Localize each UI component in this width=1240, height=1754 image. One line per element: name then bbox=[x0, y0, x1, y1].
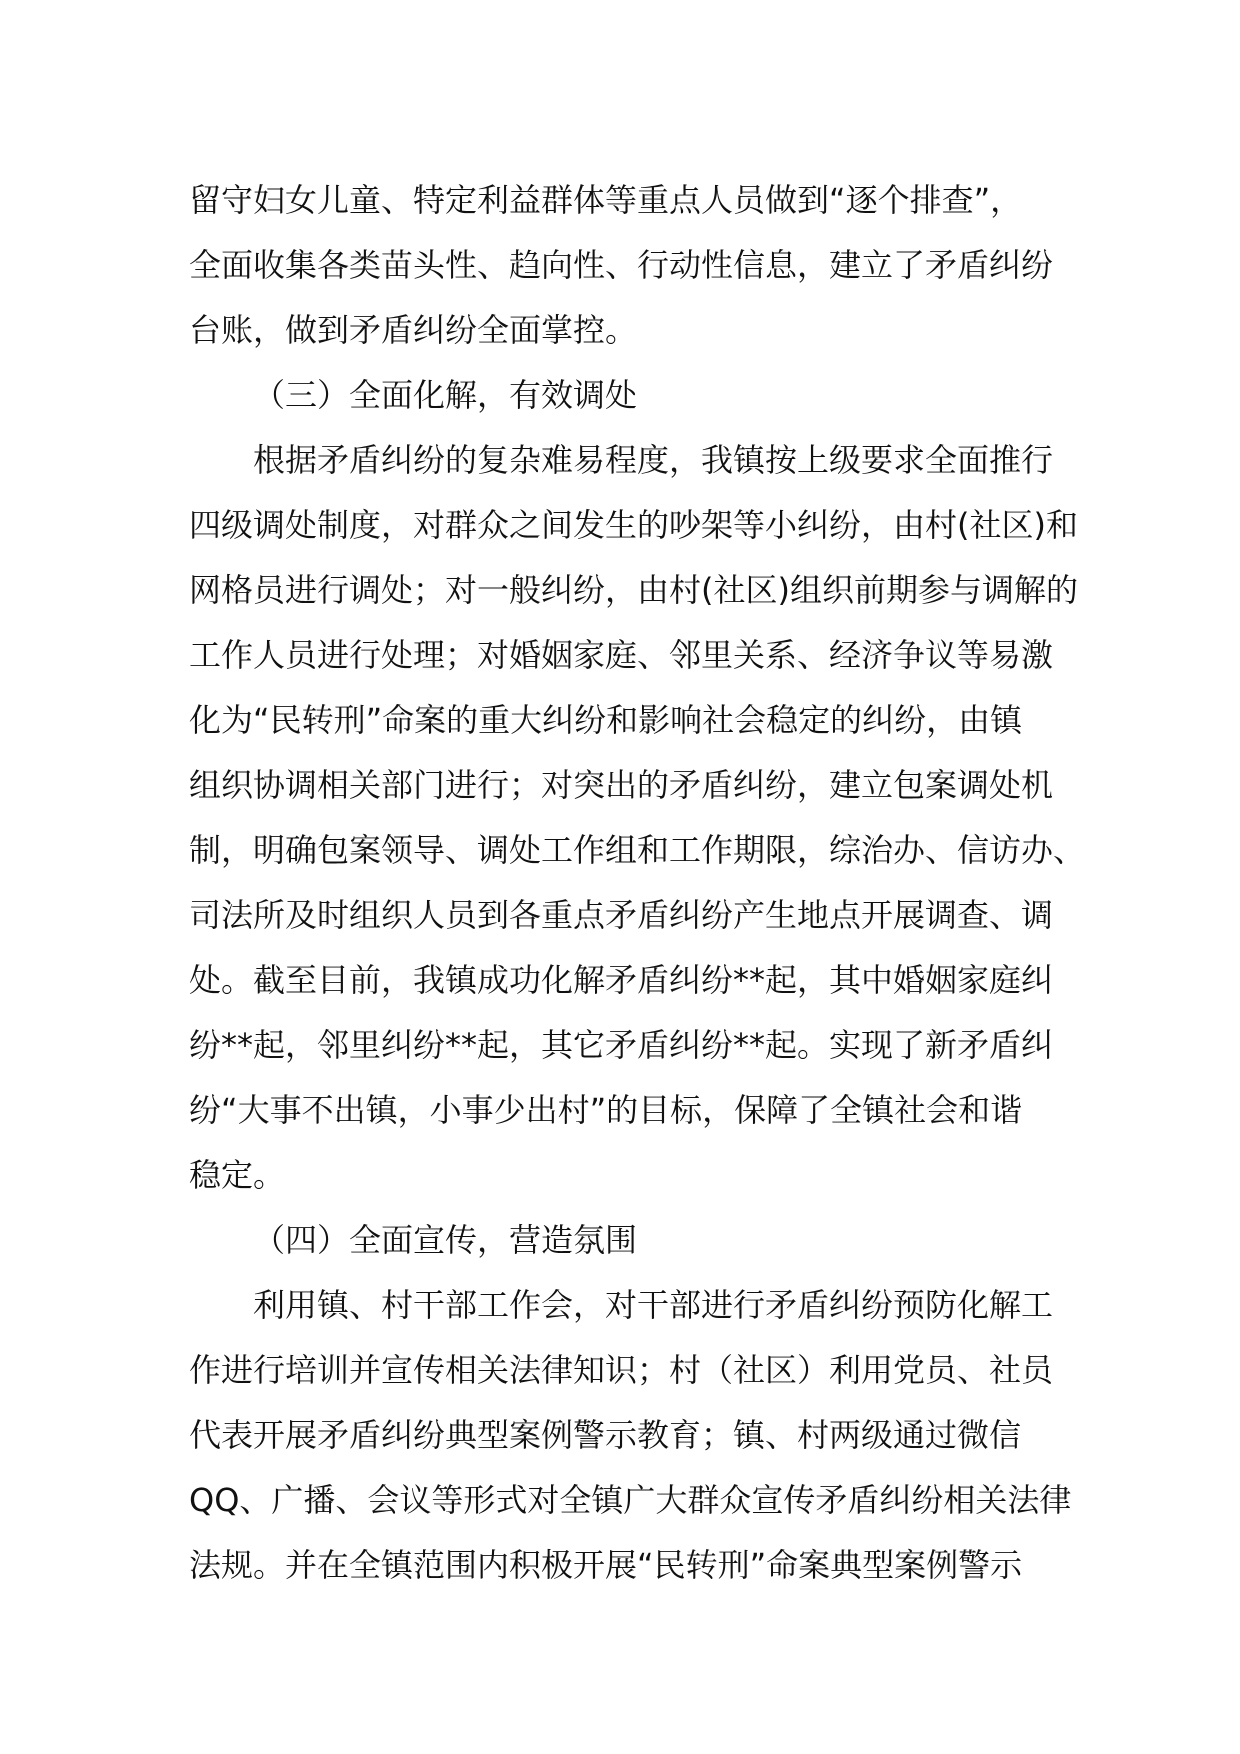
body-text-line: 稳定。 bbox=[189, 1156, 286, 1194]
section-heading: （三）全面化解，有效调处 bbox=[253, 376, 638, 414]
paragraph-first-line: 根据矛盾纠纷的复杂难易程度，我镇按上级要求全面推行 bbox=[253, 441, 1054, 479]
body-text-line: 台账，做到矛盾纠纷全面掌控。 bbox=[189, 311, 638, 349]
document-page bbox=[189, 168, 1086, 1598]
body-text-line: 制，明确包案领导、调处工作组和工作期限，综治办、信访办、 bbox=[189, 831, 1086, 869]
body-text-line: 法规。并在全镇范围内积极开展“民转刑”命案典型案例警示 bbox=[189, 1546, 1023, 1584]
body-text-line: 司法所及时组织人员到各重点矛盾纠纷产生地点开展调查、调 bbox=[189, 896, 1054, 934]
body-text-line: 处。截至目前，我镇成功化解矛盾纠纷**起，其中婚姻家庭纠 bbox=[189, 961, 1054, 999]
body-text-line: 工作人员进行处理；对婚姻家庭、邻里关系、经济争议等易激 bbox=[189, 636, 1054, 674]
body-text-line: 留守妇女儿童、特定利益群体等重点人员做到“逐个排查”， bbox=[189, 181, 1023, 219]
section-heading: （四）全面宣传，营造氛围 bbox=[253, 1221, 638, 1259]
body-text-line: 代表开展矛盾纠纷典型案例警示教育；镇、村两级通过微信 bbox=[189, 1416, 1022, 1454]
body-text-line: 纷**起，邻里纠纷**起，其它矛盾纠纷**起。实现了新矛盾纠 bbox=[189, 1026, 1054, 1064]
body-text-line: 组织协调相关部门进行；对突出的矛盾纠纷，建立包案调处机 bbox=[189, 766, 1054, 804]
body-text-line: 作进行培训并宣传相关法律知识；村（社区）利用党员、社员 bbox=[189, 1351, 1054, 1389]
body-text-line: QQ、广播、会议等形式对全镇广大群众宣传矛盾纠纷相关法律 bbox=[189, 1481, 1072, 1519]
body-text-line: 纷“大事不出镇，小事少出村”的目标，保障了全镇社会和谐 bbox=[189, 1091, 1023, 1129]
body-text-line: 四级调处制度，对群众之间发生的吵架等小纠纷，由村(社区)和 bbox=[189, 506, 1078, 544]
paragraph-first-line: 利用镇、村干部工作会，对干部进行矛盾纠纷预防化解工 bbox=[253, 1286, 1054, 1324]
body-text-line: 化为“民转刑”命案的重大纠纷和影响社会稳定的纠纷，由镇 bbox=[189, 701, 1023, 739]
body-text-line: 网格员进行调处；对一般纠纷，由村(社区)组织前期参与调解的 bbox=[189, 571, 1078, 609]
body-text-line: 全面收集各类苗头性、趋向性、行动性信息，建立了矛盾纠纷 bbox=[189, 246, 1054, 284]
